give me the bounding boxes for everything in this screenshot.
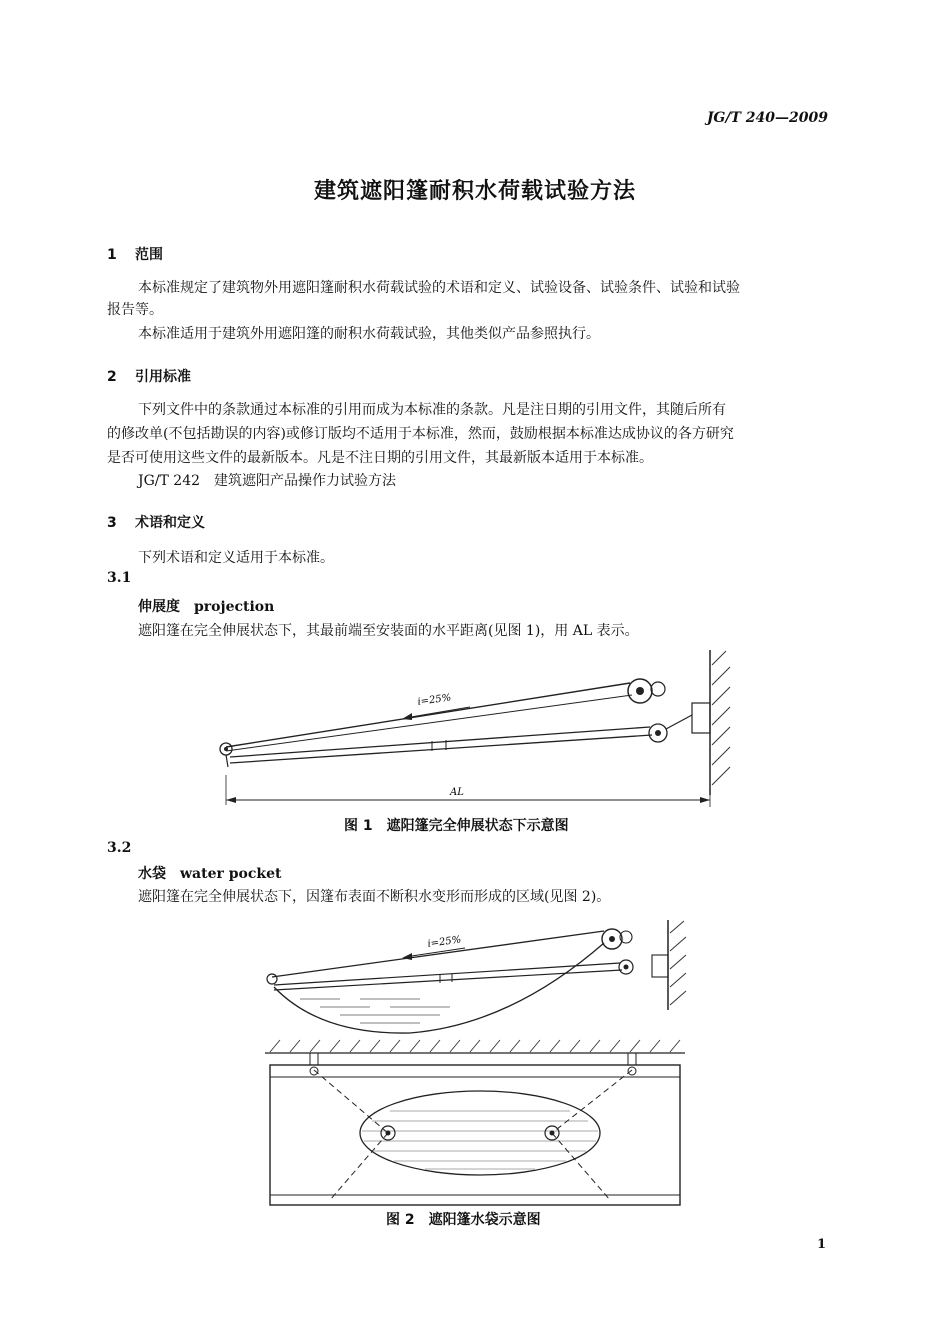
- section-2-para-line3: 是否可使用这些文件的最新版本。凡是不注日期的引用文件，其最新版本适用于本标准。: [107, 450, 653, 466]
- term-3-2-number: 3.2: [107, 840, 132, 856]
- figure-1-diagram: [210, 645, 740, 815]
- figure-2-caption: 图 2 遮阳篷水袋示意图: [386, 1212, 541, 1228]
- term-3-1-definition: 遮阳篷在完全伸展状态下，其最前端至安装面的水平距离(见图 1)，用 AL 表示。: [138, 623, 639, 639]
- section-1-heading: [107, 244, 163, 264]
- section-3-intro: 下列术语和定义适用于本标准。: [138, 550, 334, 566]
- section-number: 2: [107, 369, 117, 385]
- document-title: 建筑遮阳篷耐积水荷载试验方法: [313, 179, 636, 204]
- page-number: 1: [816, 1237, 826, 1252]
- figure-1-caption: 图 1 遮阳篷完全伸展状态下示意图: [344, 818, 569, 834]
- term-en: water pocket: [180, 866, 282, 882]
- section-2-heading: [107, 366, 191, 386]
- term-3-2-definition: 遮阳篷在完全伸展状态下，因篷布表面不断积水变形而形成的区域(见图 2)。: [138, 889, 611, 905]
- term-cn: 伸展度: [138, 599, 180, 615]
- standard-code: JG/T 240—2009: [706, 110, 828, 126]
- term-3-1-heading: [138, 596, 274, 616]
- section-title: 引用标准: [135, 369, 191, 385]
- slope-label: i=25%: [426, 934, 462, 950]
- section-2-para-line1: 下列文件中的条款通过本标准的引用而成为本标准的条款。凡是注日期的引用文件，其随后所有: [138, 402, 726, 418]
- reference-item: JG/T 242 建筑遮阳产品操作力试验方法: [138, 473, 397, 489]
- section-2-para-line2: 的修改单(不包括勘误的内容)或修订版均不适用于本标准，然而，鼓励根据本标准达成协议的各方研究: [107, 426, 734, 442]
- section-1-para1-line1: 本标准规定了建筑物外用遮阳篷耐积水荷载试验的术语和定义、试验设备、试验条件、试验和试验: [138, 280, 740, 296]
- section-title: 范围: [135, 247, 163, 263]
- section-number: 1: [107, 247, 117, 263]
- section-1-para2: 本标准适用于建筑外用遮阳篷的耐积水荷载试验，其他类似产品参照执行。: [138, 326, 600, 342]
- term-en: projection: [194, 599, 275, 615]
- slope-label: i=25%: [416, 692, 452, 708]
- section-3-heading: [107, 512, 205, 532]
- section-title: 术语和定义: [135, 515, 205, 531]
- section-1-para1-line2: 报告等。: [107, 302, 163, 318]
- dimension-label: AL: [450, 787, 464, 798]
- term-3-1-number: 3.1: [107, 570, 132, 586]
- term-cn: 水袋: [138, 866, 166, 882]
- term-3-2-heading: [138, 863, 281, 883]
- figure-2-diagram: [260, 915, 700, 1210]
- section-number: 3: [107, 515, 117, 531]
